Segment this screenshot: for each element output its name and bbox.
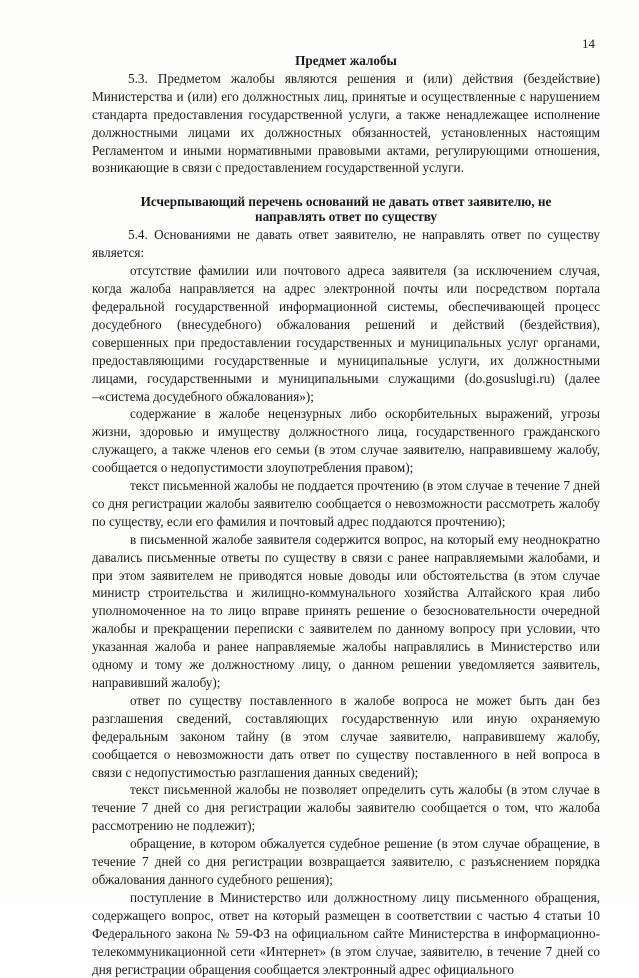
grounds-item-published-answer: поступление в Министерство или должностному лицу письменного обращения, содержащего вопрос, ответ на который размещен в соответствии с частью 4 статьи 10 Федерального закона № 59-ФЗ на официальном сайте Министерства в информационно-телекоммуникационной сети «Интернет» (в этом случае, заявителю, в течение 7 дней со дня регистрации обращения сообщается электронный адрес официального [92, 889, 600, 977]
section-title-subject: Предмет жалобы [295, 53, 397, 68]
grounds-item-unclear-essence: текст письменной жалобы не позволяет определить суть жалобы (в этом случае в течение 7 дней со дня регистрации жалобы заявителю сообщается о том, что жалоба рассмотрению не подлежит); [92, 782, 600, 834]
grounds-item-court-decision: обращение, в котором обжалуется судебное решение (в этом случае обращение, в течение 7 дней со дня регистрации возвращается заявителю, с разъяснением порядка обжалования данного судебного решения); [92, 836, 600, 887]
grounds-item-unreadable-text: текст письменной жалобы не поддается прочтению (в этом случае в течение 7 дней со дня регистрации жалобы заявителю сообщается о невозможности рассмотреть жалобу по существу, если его фамилия и почтовый адрес поддаются прочтению); [92, 478, 600, 529]
document-body [92, 52, 600, 978]
paragraph-5-3: 5.3. Предметом жалобы являются решения и (или) действия (бездействие) Министерства и (или) его должностных лиц, принятые и осуществленные с нарушением стандарта предоставления государственной услуги, а также ненадлежащее исполнение должностными лицами их должностных обязанностей, установленных настоящим Регламентом и иными нормативными правовыми актами, регулирующими отношения, возникающие в связи с предоставлением государственной услуги. [92, 70, 600, 176]
page-number: 14 [582, 36, 595, 51]
paragraph-5-4-intro: 5.4. Основаниями не давать ответ заявителю, не направлять ответ по существу является: [92, 227, 600, 261]
grounds-item-repeated-question: в письменной жалобе заявителя содержится вопрос, на который ему неоднократно давались письменные ответы по существу в связи с ранее направляемыми жалобами, и при этом заявителем не приводятся новые доводы или обстоятельства (в этом случае министр строительства и жилищно-коммунального хозяйства Алтайского края либо уполномоченное на то лицо вправе принять решение о безосновательности очередной жалобы и прекращении переписки с заявителем по данному вопросу при условии, что указанная жалоба и ранее направляемые жалобы направлялись в Министерство или одному и тому же должностному лицу, о данном решении уведомляется заявитель, направивший жалобу); [92, 531, 600, 690]
grounds-item-missing-name: отсутствие фамилии или почтового адреса заявителя (за исключением случая, когда жалоба направляется на адрес электронной почты или посредством портала федеральной государственной информационной системы, обеспечивающей процесс досудебного (внесудебного) обжалования решений и действий (бездействия), совершенных при предоставлении государственных и муниципальных услуг органами, предоставляющими государственные и муниципальные услуги, их должностными лицами, государственными и муниципальными служащими (do.gosuslugi.ru) (далее –«система досудебного обжалования»); [92, 263, 600, 404]
grounds-item-offensive-content: содержание в жалобе нецензурных либо оскорбительных выражений, угрозы жизни, здоровью и имуществу должностного лица, государственного гражданского служащего, а также членов его семьи (в этом случае заявителю, направившему жалобу, сообщается о недопустимости злоупотребления правом); [92, 406, 600, 476]
section-title-grounds: Исчерпывающий перечень оснований не давать ответ заявителю, не направлять ответ по существу [140, 194, 552, 225]
grounds-item-state-secret: ответ по существу поставленного в жалобе вопроса не может быть дан без разглашения сведений, составляющих государственную или иную охраняемую федеральным законом тайну (в этом случае заявителю, направившему жалобу, сообщается о невозможности дать ответ по существу поставленного в ней вопроса в связи с недопустимостью разглашения данных сведений); [92, 692, 600, 780]
